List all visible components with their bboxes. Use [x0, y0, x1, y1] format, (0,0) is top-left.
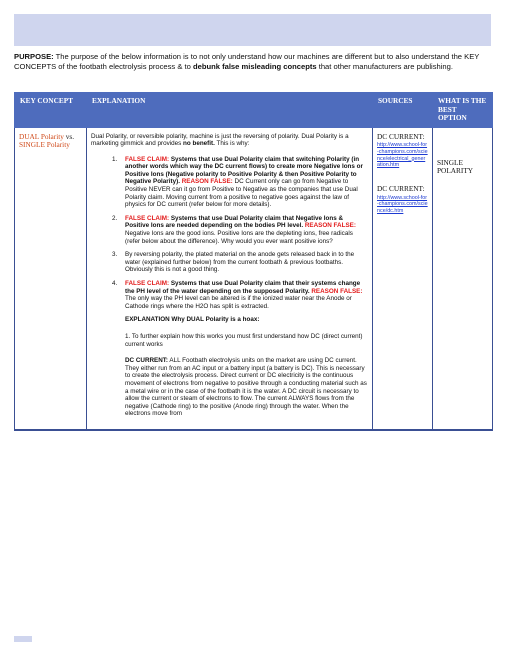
reason-false-text: Negative Ions are the good ions. Positive Ions are the depleting ions, free radicals (refer below about the difference). Why would you ever want positive ions? [125, 230, 353, 245]
reason-false-label: REASON FALSE: [179, 178, 233, 186]
table-header-row [15, 93, 493, 128]
footer-tab [14, 636, 32, 642]
concept-vs: vs. [65, 131, 75, 141]
purpose-label: PURPOSE: [14, 52, 54, 61]
concept-cell [15, 127, 87, 430]
explanation-heading: EXPLANATION Why DUAL Polarity is a hoax: [125, 316, 260, 324]
item-3-text: By reversing polarity, the plated material on the anode gets released back in to the water (explained further below) from the current footbath & previous footbaths. Obviously this is not a good thing. [125, 251, 355, 274]
intro-text: Dual Polarity, or reversible polarity, machine is just the reversing of polarity. Dual Polarity is a marketing gimmick and provides [91, 132, 349, 148]
false-claim-text: Systems that use Dual Polarity claim that switching Polarity (in another words which way the DC current flows) to create more Negative Ions or Positive Ions (Negative polarity to Positive Polarity & then Positive Polarity to Negative Polarity). [125, 155, 363, 186]
best-option-cell [433, 127, 493, 430]
explanation-step-1: 1. To further explain how this works you must first understand how DC (direct current) current works [125, 332, 363, 348]
key-concept-table [14, 92, 493, 431]
list-item [119, 156, 368, 209]
reason-false-text: DC Current only can go from Negative to Positive NEVER can it go from Positive to Negative as the companies that use Dual Polarity claim. Moving current from a positive to negative goes against the law of physics for DC current (refer below for more details). [125, 178, 358, 209]
claims-list [91, 156, 368, 418]
intro-why: This is why: [214, 140, 250, 148]
dc-current-label: DC CURRENT: [125, 357, 169, 365]
explanation-intro [91, 133, 368, 148]
dc-current-text: ALL Footbath electrolysis units on the market are using DC current. They either run from an AC input or a battery input (a battery is DC). This is necessary to create the electrolysis process. Direct current or DC electricity is the continuous movement of electrons from negative to positive through a conducting material such as a metal wire or in the case of the footbath it is the water. A DC circuit is necessary to allow the current or steam of electrons to flow. The current ALWAYS flows from the negative (Cathode ring) to the positive (Anode ring) through the water. When the electrons move from [125, 357, 367, 418]
header-banner [14, 14, 491, 46]
concept-part-1: DUAL Polarity [19, 131, 64, 141]
list-item [119, 215, 368, 245]
list-item [119, 280, 368, 418]
dc-current-paragraph [125, 357, 368, 418]
reason-false-text: The only way the PH level can be altered is if the ionized water near the Anode or Cathode rings where the H2O has split is extracted. [125, 295, 352, 310]
source-link[interactable]: http://www.school-for-champions.com/science/dc.htm [377, 194, 428, 215]
purpose-text-1: The purpose of the below information is to not only understand how our machines are different but to also understand the KEY CONCEPTS of the footbath electrolysis process & to [14, 52, 480, 71]
reason-false-label: REASON FALSE: [309, 287, 363, 295]
source-link[interactable]: http://www.school-for-champions.com/science/electrical_generation.htm [377, 142, 428, 169]
concept-part-2: SINGLE Polarity [19, 140, 70, 149]
explanation-cell [87, 127, 373, 430]
source-heading: DC CURRENT: [377, 131, 425, 141]
header-best-option: WHAT IS THE BEST OPTION [433, 93, 493, 128]
false-claim-label: FALSE CLAIM: [125, 280, 170, 287]
header-explanation: EXPLANATION [87, 93, 373, 128]
false-claim-text: Systems that use Dual Polarity claim that their systems change the PH level of the water depending on the supposed Polarity. [125, 280, 361, 295]
source-heading: DC CURRENT: [377, 184, 425, 194]
header-sources: SOURCES [373, 93, 433, 128]
purpose-bold-text: debunk false misleading concepts [192, 62, 317, 71]
table-row [15, 127, 493, 430]
list-item [119, 251, 368, 274]
concept-title [19, 133, 82, 150]
false-claim-label: FALSE CLAIM: [125, 155, 170, 163]
intro-no-benefit: no benefit. [183, 140, 215, 148]
best-option-value: SINGLE POLARITY [437, 157, 474, 175]
false-claim-text: Systems that use Dual Polarity claim that Negative Ions & Positive Ions are needed depending on the bodies PH level. [125, 214, 343, 230]
reason-false-label: REASON FALSE: [303, 222, 356, 230]
sources-cell [373, 127, 433, 430]
false-claim-label: FALSE CLAIM: [125, 214, 170, 222]
purpose-text-2: that other manufacturers are publishing. [316, 62, 453, 71]
purpose-paragraph [14, 52, 491, 72]
header-key-concept: KEY CONCEPT [15, 93, 87, 128]
